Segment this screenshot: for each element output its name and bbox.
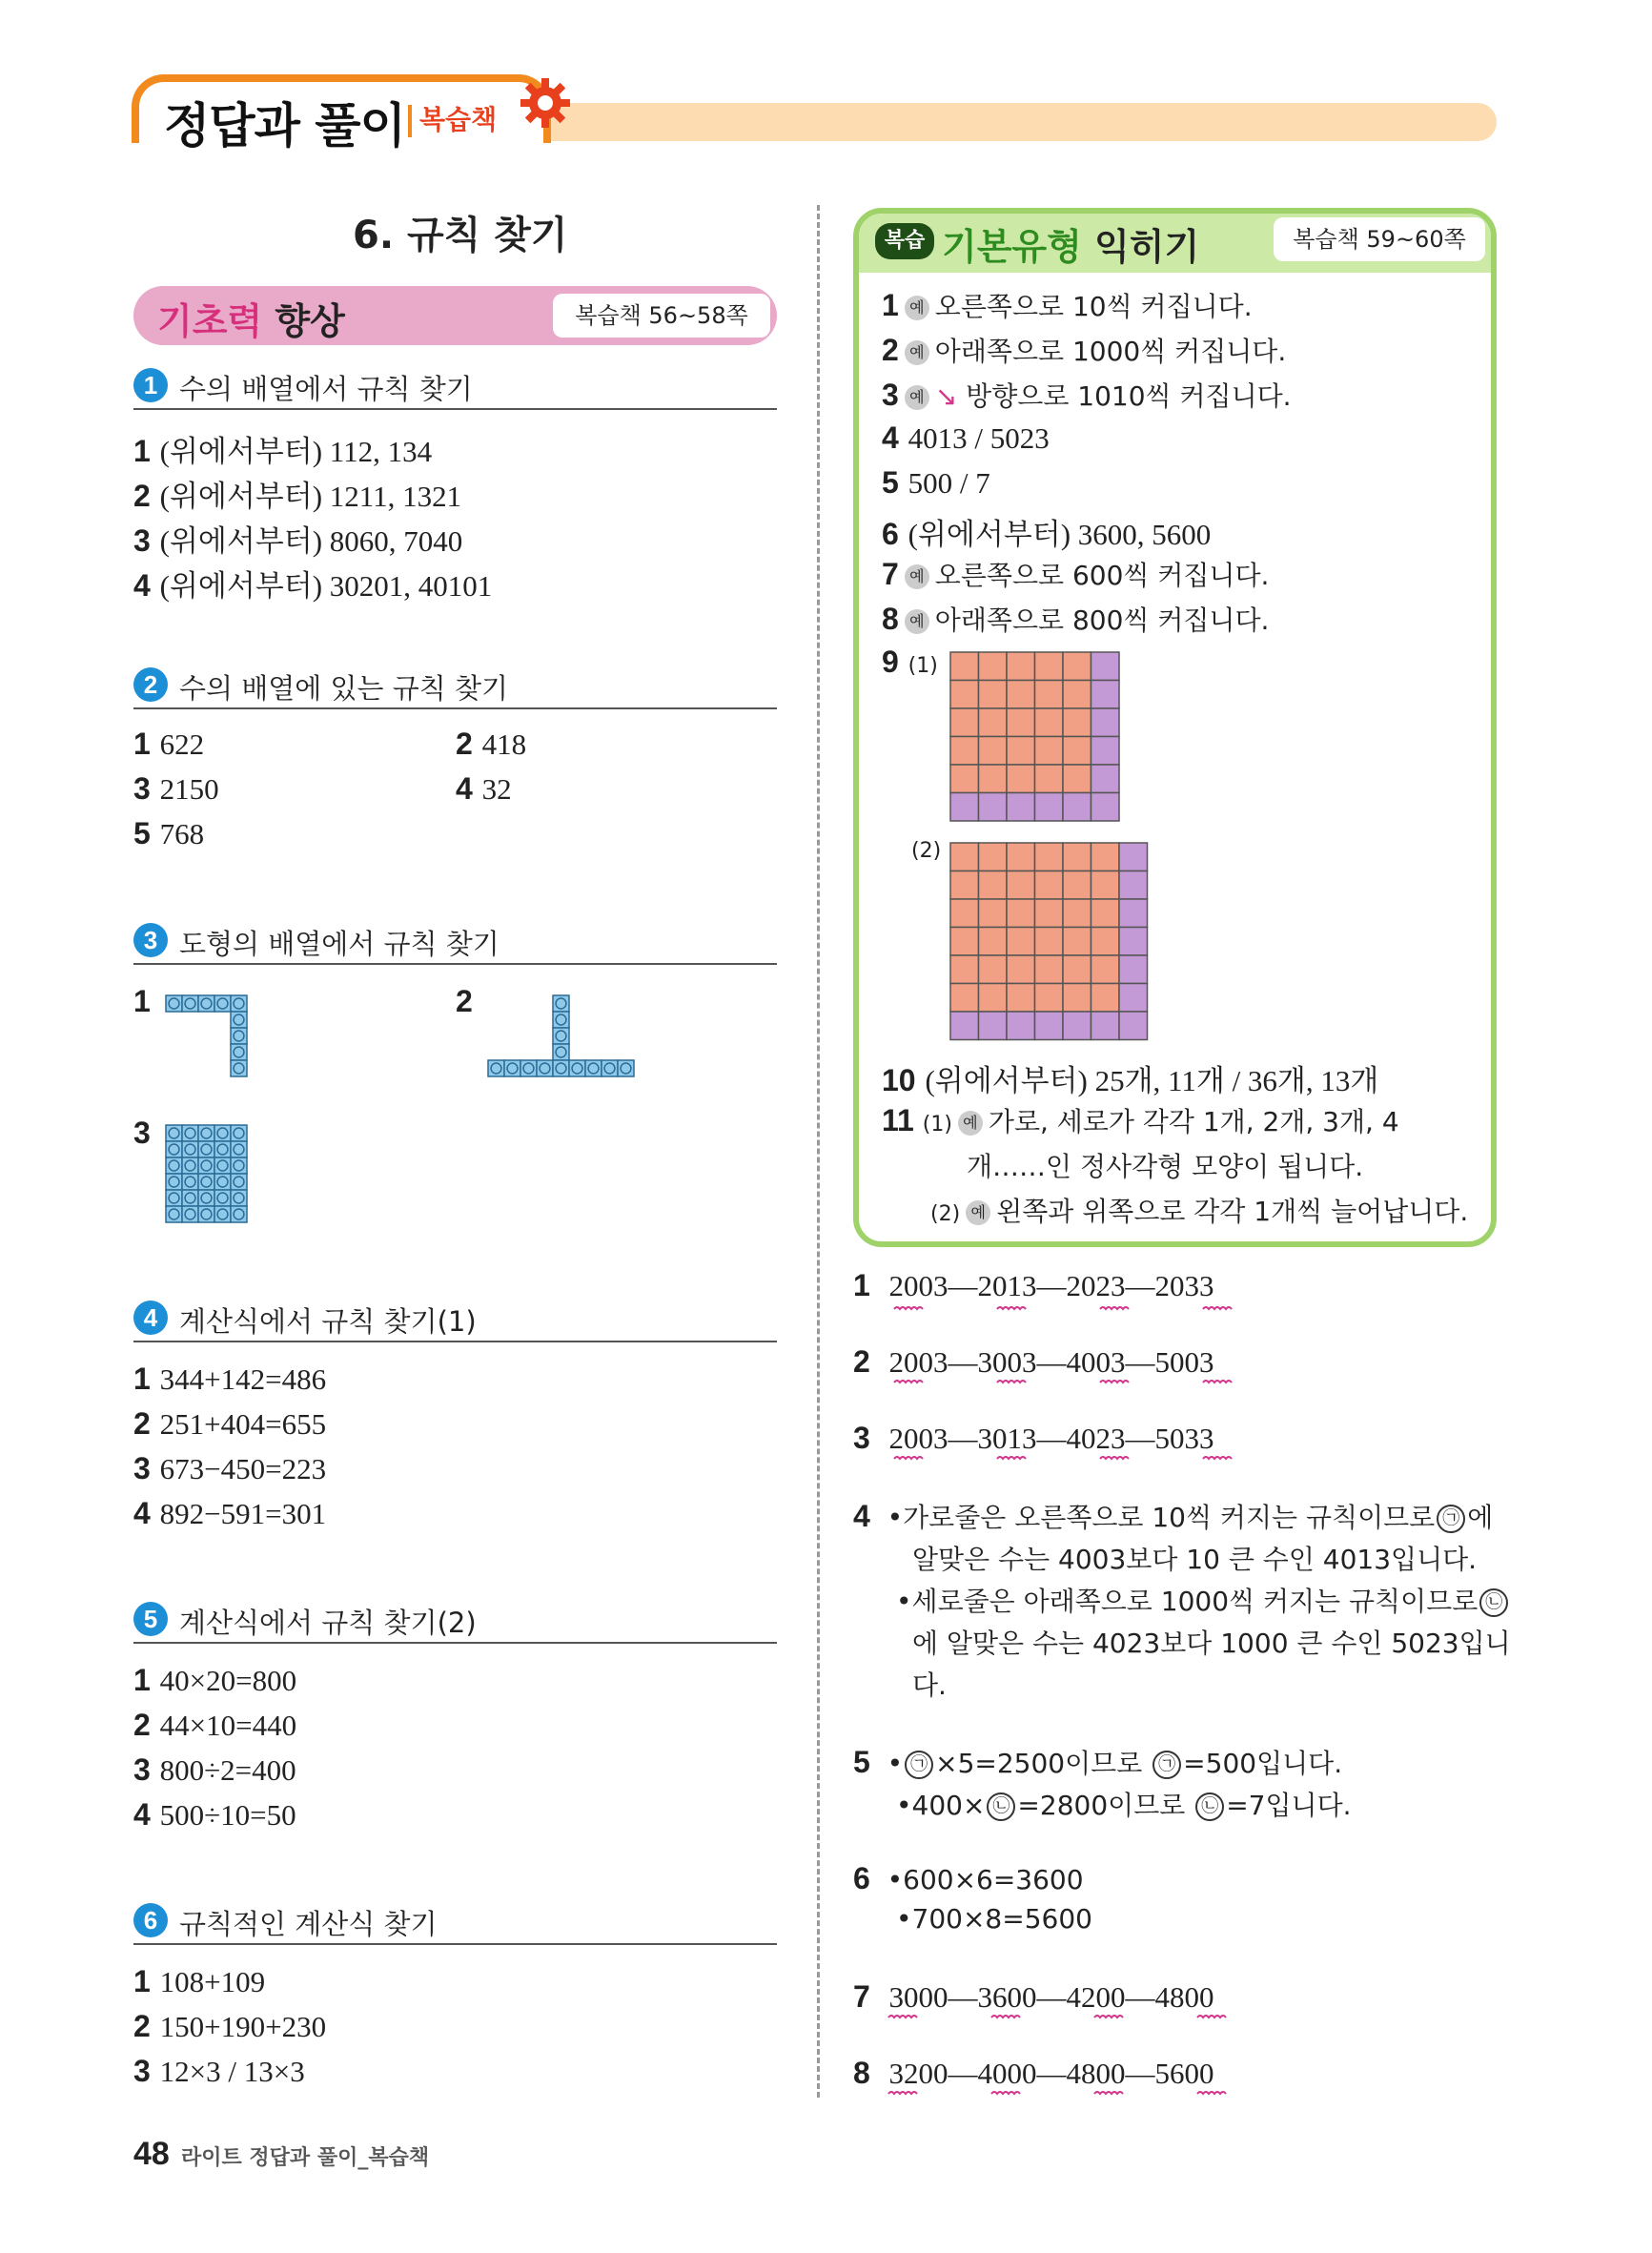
grid-figure-1	[948, 650, 1120, 822]
cube	[214, 1157, 231, 1174]
cube	[520, 1060, 537, 1076]
cube	[214, 1174, 231, 1190]
subsection-1: 1 수의 배열에서 규칙 찾기	[133, 368, 777, 410]
wavy-underline	[1197, 2016, 1226, 2017]
solution-line: 7 3000—3600—4200—4800	[853, 1979, 1214, 2014]
grid-cell	[1035, 737, 1064, 766]
wavy-underline	[888, 2016, 917, 2017]
grid-cell-added	[1119, 899, 1148, 928]
wavy-underline	[997, 1457, 1026, 1459]
answer-line: 2 418	[456, 727, 527, 761]
solution-line-cont: 다.	[912, 1669, 947, 1701]
wavy-underline	[1100, 1381, 1129, 1383]
cube	[182, 1141, 198, 1157]
header-subtitle: 복습책	[419, 104, 498, 135]
header-title: 정답과 풀이	[164, 98, 405, 154]
grid-cell-added	[1091, 765, 1120, 793]
cube	[198, 1206, 214, 1222]
grid-cell	[979, 737, 1008, 766]
chapter-title: 6. 규칙 찾기	[353, 214, 568, 257]
cube	[553, 1060, 569, 1076]
answer-line: 11 (1) 예 가로, 세로가 각각 1개, 2개, 3개, 4	[882, 1103, 1399, 1137]
cube	[182, 1190, 198, 1206]
wavy-underline	[991, 2016, 1020, 2017]
cube	[618, 1060, 634, 1076]
grid-cell	[1063, 708, 1091, 737]
grid-cell	[1007, 681, 1035, 709]
answer-line: 1 (위에서부터) 112, 134	[133, 434, 433, 468]
cube	[602, 1060, 618, 1076]
answer-line: 1 344+142=486	[133, 1362, 327, 1396]
cube	[585, 1060, 602, 1076]
answer-line: 4 4013 / 5023	[882, 420, 1050, 455]
grid-cell	[979, 843, 1008, 871]
solution-line: 2 2003—3003—4003—5003	[853, 1344, 1214, 1379]
grid-cell-added	[950, 1012, 979, 1040]
grid-cell	[979, 871, 1008, 900]
review-badge: 복습	[875, 223, 934, 259]
wavy-underline	[997, 1381, 1026, 1383]
wavy-underline	[1197, 2092, 1226, 2094]
subsection-6: 6 규칙적인 계산식 찾기	[133, 1903, 777, 1945]
cube	[166, 1206, 182, 1222]
grid-cell-added	[1063, 1012, 1091, 1040]
cube	[166, 1157, 182, 1174]
grid-cell	[979, 928, 1008, 956]
wavy-underline	[1100, 1307, 1129, 1309]
figure-label: 1	[133, 984, 151, 1018]
cube	[182, 1174, 198, 1190]
grid-cell	[1091, 843, 1120, 871]
cube	[214, 1190, 231, 1206]
cube	[198, 1125, 214, 1141]
cube	[214, 1141, 231, 1157]
answer-line: 2 251+404=655	[133, 1406, 327, 1441]
cube	[214, 995, 231, 1012]
cube-figure-2	[484, 988, 675, 1102]
grid-cell	[979, 955, 1008, 984]
grid-cell-added	[1091, 681, 1120, 709]
answer-line: 5 500 / 7	[882, 465, 990, 500]
grid-cell	[1035, 899, 1064, 928]
answer-line: 9 (1)	[882, 645, 938, 679]
cube	[553, 1028, 569, 1044]
cube	[166, 1125, 182, 1141]
grid-cell	[950, 708, 979, 737]
answer-line: 3 (위에서부터) 8060, 7040	[133, 523, 463, 558]
cube	[231, 1206, 247, 1222]
cube	[166, 995, 182, 1012]
cube	[231, 1044, 247, 1060]
answer-line: 3 673−450=223	[133, 1451, 327, 1485]
answer-line: 6 (위에서부터) 3600, 5600	[882, 517, 1212, 551]
solution-line-cont: •400× ㉡ =2800이므로 ㉡ =7입니다.	[896, 1790, 1352, 1821]
cube	[198, 1141, 214, 1157]
solution-line: 8 3200—4000—4800—5600	[853, 2056, 1214, 2090]
grid-cell-added	[1119, 955, 1148, 984]
practice-box-ref: 복습책 59~60쪽	[1274, 217, 1485, 261]
answer-line: 2 44×10=440	[133, 1708, 297, 1742]
cube	[214, 1125, 231, 1141]
grid-cell-added	[950, 793, 979, 822]
grid-cell-added	[1091, 652, 1120, 681]
grid-cell	[979, 681, 1008, 709]
grid-cell	[1063, 843, 1091, 871]
grid-cell-added	[1091, 737, 1120, 766]
column-divider	[817, 205, 820, 2098]
footer-text: 라이트 정답과 풀이_복습책	[181, 2146, 430, 2170]
grid-cell-added	[1091, 1012, 1120, 1040]
cube	[198, 1190, 214, 1206]
solution-line: 6 •600×6=3600	[853, 1861, 1084, 1895]
grid-cell	[950, 681, 979, 709]
cube	[166, 1141, 182, 1157]
grid-cell	[950, 652, 979, 681]
grid-cell	[1035, 652, 1064, 681]
answer-sublabel: (2)	[911, 839, 942, 863]
grid-cell	[1007, 899, 1035, 928]
grid-cell-added	[1119, 843, 1148, 871]
solution-line: 5 • ㉠ ×5=2500이므로 ㉠ =500입니다.	[853, 1745, 1343, 1779]
cube	[166, 1190, 182, 1206]
answer-line: 3 2150	[133, 771, 219, 806]
grid-cell-added	[1035, 793, 1064, 822]
cube	[231, 1028, 247, 1044]
grid-cell	[1035, 681, 1064, 709]
grid-cell	[1063, 681, 1091, 709]
grid-cell	[1007, 955, 1035, 984]
grid-cell	[979, 899, 1008, 928]
diagonal-arrow-icon: ↘	[934, 380, 958, 412]
grid-cell	[1007, 652, 1035, 681]
cube	[504, 1060, 520, 1076]
solution-line-cont: 에 알맞은 수는 4023보다 1000 큰 수인 5023입니	[912, 1628, 1511, 1659]
grid-figure-2	[948, 841, 1149, 1041]
grid-cell-added	[1035, 1012, 1064, 1040]
cube	[182, 1125, 198, 1141]
wavy-underline	[1203, 1381, 1232, 1383]
answer-line: 3 12×3 / 13×3	[133, 2054, 305, 2088]
grid-cell	[1035, 765, 1064, 793]
subsection-3: 3 도형의 배열에서 규칙 찾기	[133, 923, 777, 965]
grid-cell	[1063, 928, 1091, 956]
answer-line: 1 예 오른쪽으로 10씩 커집니다.	[882, 288, 1253, 322]
grid-cell-added	[1007, 793, 1035, 822]
answer-line: 4 892−591=301	[133, 1496, 327, 1530]
grid-cell-added	[1091, 793, 1120, 822]
grid-cell	[979, 765, 1008, 793]
grid-cell	[979, 652, 1008, 681]
grid-cell	[1007, 708, 1035, 737]
grid-cell-added	[1063, 793, 1091, 822]
cube	[166, 1174, 182, 1190]
practice-box-title: 기본유형 익히기	[942, 226, 1200, 268]
cube	[182, 1206, 198, 1222]
answer-line: 10 (위에서부터) 25개, 11개 / 36개, 13개	[882, 1063, 1379, 1097]
cube	[231, 1157, 247, 1174]
grid-cell	[1091, 871, 1120, 900]
cube	[231, 995, 247, 1012]
grid-cell	[950, 899, 979, 928]
solution-line-cont: •세로줄은 아래쪽으로 1000씩 커지는 규칙이므로 ㉡	[896, 1581, 1510, 1619]
grid-cell	[950, 984, 979, 1013]
answer-line: 7 예 오른쪽으로 600씩 커집니다.	[882, 557, 1270, 591]
answer-line: 3 800÷2=400	[133, 1752, 296, 1787]
grid-cell	[950, 737, 979, 766]
grid-cell	[1091, 984, 1120, 1013]
grid-cell	[1035, 871, 1064, 900]
answer-line: 2 150+190+230	[133, 2009, 327, 2043]
grid-cell	[1035, 928, 1064, 956]
wavy-underline	[1100, 1457, 1129, 1459]
grid-cell	[1007, 984, 1035, 1013]
cube	[231, 1125, 247, 1141]
cube	[231, 1174, 247, 1190]
cube-figure-1	[162, 988, 276, 1102]
grid-cell-added	[1007, 1012, 1035, 1040]
grid-cell-added	[979, 1012, 1008, 1040]
wavy-underline	[991, 2092, 1020, 2094]
cube	[231, 1012, 247, 1028]
solution-line: 4 •가로줄은 오른쪽으로 10씩 커지는 규칙이므로 ㉠ 에	[853, 1499, 1494, 1533]
grid-cell	[950, 765, 979, 793]
answer-line: 4 500÷10=50	[133, 1797, 296, 1832]
answer-line: 2 예 아래쪽으로 1000씩 커집니다.	[882, 333, 1287, 367]
cube	[553, 995, 569, 1012]
section-box-title: 기초력 향상	[157, 300, 345, 342]
answer-line: 1 40×20=800	[133, 1663, 297, 1697]
cube	[488, 1060, 504, 1076]
grid-cell	[1007, 765, 1035, 793]
answer-line: 8 예 아래쪽으로 800씩 커집니다.	[882, 602, 1270, 636]
grid-cell	[950, 955, 979, 984]
cube	[231, 1141, 247, 1157]
solution-line: 3 2003—3013—4023—5033	[853, 1421, 1214, 1455]
grid-cell	[1091, 899, 1120, 928]
answer-line: 4 32	[456, 771, 512, 806]
answer-line: 5 768	[133, 816, 205, 850]
solution-line-cont: 알맞은 수는 4003보다 10 큰 수인 4013입니다.	[912, 1544, 1478, 1575]
wavy-underline	[1203, 1307, 1232, 1309]
grid-cell	[1007, 928, 1035, 956]
grid-cell	[1035, 984, 1064, 1013]
grid-cell-added	[1091, 708, 1120, 737]
wavy-underline	[1094, 2016, 1123, 2017]
grid-cell	[1063, 765, 1091, 793]
cube	[231, 1190, 247, 1206]
grid-cell	[1063, 871, 1091, 900]
grid-cell	[1007, 737, 1035, 766]
grid-cell	[979, 708, 1008, 737]
cube	[537, 1060, 553, 1076]
cube	[553, 1012, 569, 1028]
answer-line: 1 108+109	[133, 1964, 266, 1998]
answer-line: 2 (위에서부터) 1211, 1321	[133, 479, 462, 513]
subsection-4: 4 계산식에서 규칙 찾기(1)	[133, 1301, 777, 1342]
cube	[182, 1157, 198, 1174]
cube	[198, 1157, 214, 1174]
cube	[231, 1060, 247, 1076]
digit-underlines	[887, 1297, 1249, 1468]
grid-cell	[1035, 955, 1064, 984]
grid-cell-added	[1119, 928, 1148, 956]
figure-label: 3	[133, 1116, 151, 1150]
grid-cell-added	[1119, 984, 1148, 1013]
cube-figure-3	[162, 1121, 276, 1236]
grid-cell	[1063, 652, 1091, 681]
grid-cell	[1091, 955, 1120, 984]
wavy-underline	[894, 1307, 923, 1309]
grid-cell	[1007, 871, 1035, 900]
answer-line: 3 예 ↘ 방향으로 1010씩 커집니다.	[882, 378, 1292, 412]
grid-cell	[1063, 955, 1091, 984]
wavy-underline	[997, 1307, 1026, 1309]
cube	[198, 1174, 214, 1190]
wavy-underline	[1203, 1457, 1232, 1459]
digit-underlines-2	[887, 2008, 1249, 2103]
wavy-underline	[888, 2092, 917, 2094]
page-number: 48	[133, 2136, 170, 2172]
grid-cell	[950, 928, 979, 956]
header-separator	[408, 105, 412, 137]
grid-cell	[1007, 843, 1035, 871]
answer-line-cont: 개……인 정사각형 모양이 됩니다.	[967, 1151, 1364, 1182]
grid-cell	[1063, 984, 1091, 1013]
grid-cell	[1035, 708, 1064, 737]
cube	[182, 995, 198, 1012]
grid-cell-added	[979, 793, 1008, 822]
answer-line: 1 622	[133, 727, 205, 761]
answer-line: 4 (위에서부터) 30201, 40101	[133, 568, 493, 603]
grid-cell	[1063, 737, 1091, 766]
wavy-underline	[1094, 2092, 1123, 2094]
wavy-underline	[894, 1457, 923, 1459]
grid-cell	[1063, 899, 1091, 928]
grid-cell	[1091, 928, 1120, 956]
cube	[214, 1206, 231, 1222]
cube	[553, 1044, 569, 1060]
grid-cell-added	[1119, 1012, 1148, 1040]
solution-line: 1 2003—2013—2023—2033	[853, 1268, 1214, 1302]
answer-line: (2) 예 왼쪽과 위쪽으로 각각 1개씩 늘어납니다.	[930, 1196, 1469, 1227]
cube	[198, 995, 214, 1012]
gear-icon	[519, 76, 572, 130]
section-box-ref: 복습책 56~58쪽	[553, 294, 770, 338]
wavy-underline	[894, 1381, 923, 1383]
cube	[569, 1060, 585, 1076]
grid-cell	[950, 871, 979, 900]
grid-cell	[950, 843, 979, 871]
figure-label: 2	[456, 984, 473, 1018]
subsection-2: 2 수의 배열에 있는 규칙 찾기	[133, 667, 777, 709]
grid-cell	[1035, 843, 1064, 871]
grid-cell	[979, 984, 1008, 1013]
subsection-5: 5 계산식에서 규칙 찾기(2)	[133, 1602, 777, 1644]
grid-cell-added	[1119, 871, 1148, 900]
solution-line-cont: •700×8=5600	[896, 1903, 1092, 1935]
